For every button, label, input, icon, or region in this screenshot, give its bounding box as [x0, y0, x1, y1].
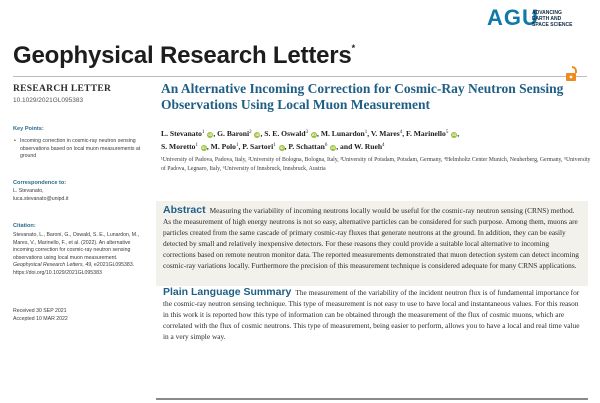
journal-name: Geophysical Research Letters — [13, 42, 352, 69]
lock-open-icon — [565, 66, 579, 82]
author-list — [161, 127, 591, 153]
tagline-line: ADVANCING — [532, 10, 562, 16]
author[interactable] — [217, 129, 260, 138]
author[interactable] — [242, 142, 284, 151]
correspondence-heading: Correspondence to: — [13, 180, 67, 186]
abstract — [163, 205, 583, 271]
author[interactable] — [371, 129, 402, 138]
author-name: G. Baroni — [217, 129, 250, 138]
orcid-icon[interactable]: iD — [312, 132, 317, 137]
key-points-list — [13, 138, 152, 161]
article-type: RESEARCH LETTER — [13, 84, 112, 94]
author-name: M. Polo — [210, 142, 236, 151]
article-title: An Alternative Incoming Correction for Cosmic-Ray Neutron Sensing Observations Using Local Muon Measurement — [161, 81, 564, 112]
citation-text: Stevanato, L., Baroni, G., Oswald, S. E., Lunardon, M., Mares, V., Marinello, F., et al. (2022). An alternative incoming correction for cosmic-ray neutron sensing observations using local muon measurement. — [13, 232, 140, 261]
orcid-icon[interactable]: iD — [279, 145, 284, 150]
author-affiliation: 4 — [382, 143, 385, 148]
author[interactable] — [288, 142, 336, 151]
author[interactable] — [321, 129, 367, 138]
orcid-icon[interactable]: iD — [452, 132, 457, 137]
author-name: P. Sartori — [242, 142, 274, 151]
citation-journal: Geophysical Research Letters, 49, — [13, 262, 93, 268]
author-affiliation: 1 — [235, 143, 239, 148]
author-name: S. Moretto — [161, 142, 196, 151]
author[interactable] — [406, 129, 457, 138]
author-affiliation: 1 — [273, 143, 276, 148]
abstract-text: Measuring the variability of incoming neutrons locally would be useful for the cosmic-ray neutron sensing (CRNS) method. As the measurement of high energy neutrons is not so easy, alternative particles can be considered for such purpose. Among them, muons are particles created from the same cascade of primary cosmic-ray fluxes that generate neutrons at the ground. In addition, they can be easily detected by small and relatively inexpensive detectors. For these reasons they could provide a suitable local alternative to incoming corrections based on remote neutron monitor data. The reported measurements demonstrated that muon detection system can detect incoming cosmic-ray variations locally. Furthermore the precision of this measurement technique is considered adequate for many CRNS applications. — [163, 206, 579, 270]
author-name: V. Mares — [370, 129, 400, 138]
correspondence — [13, 188, 145, 203]
key-points-heading: Key Points: — [13, 126, 44, 132]
tagline-line: SPACE SCIENCE — [532, 22, 573, 28]
author-name: and W. Rueh — [340, 142, 383, 151]
journal-trademark: * — [351, 43, 355, 53]
correspondence-name: L. Stevanato, — [13, 188, 44, 194]
author-name: S. E. Oswald — [264, 129, 306, 138]
citation — [13, 232, 145, 277]
logo-tagline — [532, 10, 572, 28]
abstract-heading: Abstract — [163, 204, 206, 216]
author-affiliation: 6 — [324, 143, 328, 148]
plain-language-summary — [163, 287, 583, 342]
correspondence-email[interactable]: luca.stevanato@unipd.it — [13, 195, 69, 202]
orcid-icon[interactable]: iD — [208, 132, 213, 137]
author[interactable] — [264, 129, 317, 138]
author[interactable] — [161, 142, 207, 151]
tagline-line: EARTH AND — [532, 16, 562, 22]
author-line: L. Stevanato$^1$ iD, G. Baroni$^2$ iD, S. E. Oswald$^3$ iD, M. Lunardon$^1$, V. Mares$^4$, F. Marinello$^5$ iD, — [161, 129, 460, 138]
orcid-icon[interactable]: iD — [331, 145, 336, 150]
pls-heading: Plain Language Summary — [163, 286, 292, 298]
author-name: P. Schattan — [288, 142, 325, 151]
affiliations: ¹University of Padova, Padova, Italy, ²University of Bologna, Bologna, Italy, ³University of Potsdam, Potsdam, Germany, ⁴Helmholtz Center Munich, Neuherberg, Germany, ⁵University of Padova, Legnaro, Italy, ⁶University of Innsbruck, Innsbruck, Austria — [161, 157, 591, 172]
author-line: S. Moretto$^1$ iD, M. Polo$^1$, P. Sartori$^1$ iD, P. Schattan$^6$ iD, and W. Rueh$^4$ — [161, 142, 385, 151]
section-divider — [156, 398, 588, 400]
author-name: M. Lunardon — [320, 129, 365, 138]
author-name: L. Stevanato — [161, 129, 202, 138]
received-date: Received 30 SEP 2021 — [13, 308, 67, 314]
journal-title — [13, 42, 355, 70]
publisher-logo[interactable] — [487, 6, 587, 32]
author[interactable] — [161, 129, 213, 138]
author-affiliation: 1 — [364, 130, 368, 135]
author[interactable] — [211, 142, 239, 151]
header-divider — [13, 76, 587, 77]
author[interactable] — [340, 142, 385, 151]
logo-mark: AGU — [487, 5, 539, 30]
author-name: F. Marinello — [406, 129, 446, 138]
author-affiliation: 1 — [195, 143, 198, 148]
author-affiliation: 5 — [445, 130, 449, 135]
citation-heading: Citation: — [13, 223, 36, 229]
author-affiliation: 1 — [201, 130, 205, 135]
orcid-icon[interactable]: iD — [201, 145, 206, 150]
pls-text: The measurement of the variability of the incident neutron flux is of fundamental importance for the cosmic-ray neutron sensing technique. This type of measurement is not easy to use to have local and instantaneous values. For this reason in this work it is reported how this type of information can be obtained through the measurement of the flux of cosmic muons, which are correlated with the flux of cosmic neutrons. This type of measurement, being easier to perform, allows you to have a local and real time value in a very simple way. — [163, 288, 580, 341]
article-doi: 10.1029/2021GL095383 — [13, 97, 84, 104]
author-affiliation: 2 — [249, 130, 252, 135]
accepted-date: Accepted 10 MAR 2022 — [13, 315, 68, 322]
author-affiliation: 4 — [399, 130, 403, 135]
citation-link[interactable]: e2021GL095383. https://doi.org/10.1029/2021GL095383 — [13, 262, 135, 276]
key-point: • Incoming correction in cosmic-ray neutron sensing observations based on local muon measurements at ground — [20, 138, 152, 161]
author-affiliation: 3 — [305, 130, 309, 135]
orcid-icon[interactable]: iD — [255, 132, 260, 137]
article-dates — [13, 308, 145, 323]
